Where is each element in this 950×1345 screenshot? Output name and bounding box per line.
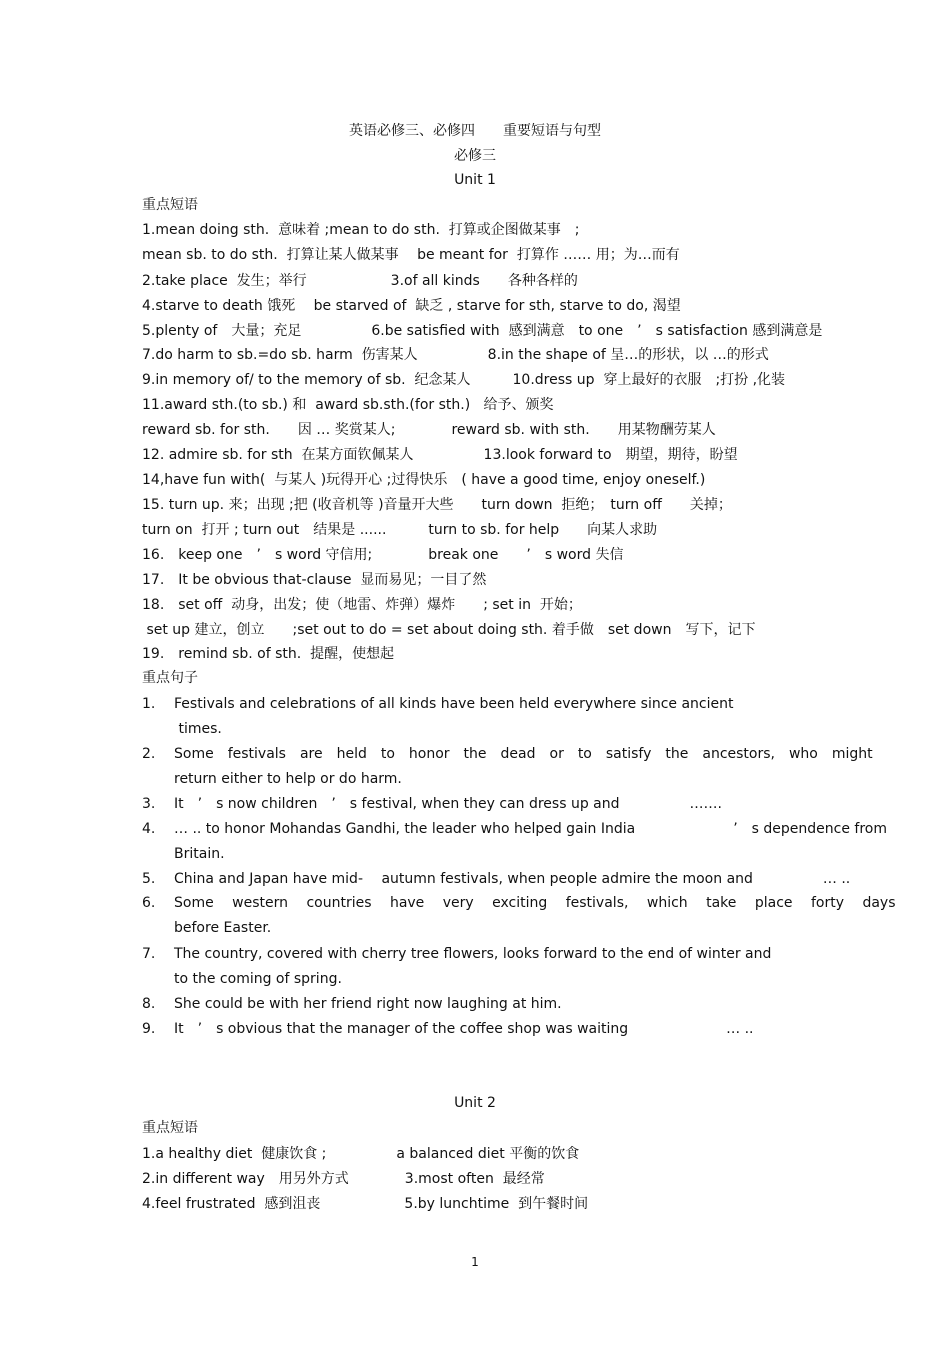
sentence-text: Some festivals are held to honor the dead or to satisfy the ancestors, who might bbox=[174, 746, 873, 762]
unit2-phrase-line: 1.a healthy diet 健康饮食 ; a balanced diet 平衡的饮食 bbox=[142, 1146, 580, 1162]
sentence-text: It ’ s obvious that the manager of the coffee shop was waiting … .. bbox=[174, 1021, 754, 1037]
sentence-number: 7. bbox=[142, 946, 156, 962]
unit1-phrase-line: reward sb. for sth. 因 … 奖赏某人; reward sb. with sth. 用某物酬劳某人 bbox=[142, 422, 716, 438]
unit1-phrases-heading: 重点短语 bbox=[142, 197, 198, 213]
unit1-phrase-line: 1.mean doing sth. 意味着 ;mean to do sth. 打算或企图做某事 ; bbox=[142, 222, 580, 238]
page-number: 1 bbox=[471, 1255, 479, 1269]
unit1-phrase-line: 18. set off 动身，出发；使（地雷、炸弹）爆炸 ; set in 开始； bbox=[142, 597, 582, 613]
sentence-continuation: to the coming of spring. bbox=[174, 971, 342, 987]
sentence-item bbox=[142, 870, 850, 888]
document-subtitle: 必修三 bbox=[454, 148, 496, 164]
unit1-phrase-line: 11.award sth.(to sb.) 和 award sb.sth.(for sth.) 给予、颁奖 bbox=[142, 397, 554, 413]
sentence-continuation: Britain. bbox=[174, 846, 225, 862]
sentence-number: 4. bbox=[142, 821, 156, 837]
unit2-title: Unit 2 bbox=[454, 1095, 496, 1111]
unit1-phrase-line: 12. admire sb. for sth 在某方面钦佩某人 13.look forward to 期望，期待，盼望 bbox=[142, 447, 738, 463]
sentence-continuation: times. bbox=[174, 721, 222, 737]
sentence-number: 3. bbox=[142, 796, 156, 812]
unit1-phrase-line: 17. It be obvious that-clause 显而易见；一目了然 bbox=[142, 572, 487, 588]
sentence-text: It ’ s now children ’ s festival, when they can dress up and ……. bbox=[174, 796, 722, 812]
sentence-text: The country, covered with cherry tree flowers, looks forward to the end of winter and bbox=[174, 946, 772, 962]
unit1-phrase-line: 4.starve to death 饿死 be starved of 缺乏 , starve for sth, starve to do, 渴望 bbox=[142, 298, 681, 314]
sentence-number: 5. bbox=[142, 871, 156, 887]
sentence-number: 1. bbox=[142, 696, 156, 712]
sentence-number: 6. bbox=[142, 895, 156, 911]
unit1-phrase-line: 7.do harm to sb.=do sb. harm 伤害某人 8.in the shape of 呈…的形状，以 …的形式 bbox=[142, 347, 769, 363]
sentence-item bbox=[142, 745, 873, 763]
unit1-phrase-line: 16. keep one ’ s word 守信用; break one ’ s word 失信 bbox=[142, 547, 624, 563]
sentence-text: China and Japan have mid- autumn festivals, when people admire the moon and … .. bbox=[174, 871, 851, 887]
sentence-number: 8. bbox=[142, 996, 156, 1012]
sentence-item bbox=[142, 894, 896, 912]
unit1-phrase-line: set up 建立，创立 ;set out to do = set about doing sth. 着手做 set down 写下，记下 bbox=[142, 622, 756, 638]
unit1-phrase-line: turn on 打开 ; turn out 结果是 ...... turn to sb. for help 向某人求助 bbox=[142, 522, 658, 538]
document-title: 英语必修三、必修四 重要短语与句型 bbox=[349, 123, 601, 139]
sentence-item bbox=[142, 1020, 754, 1038]
sentence-text: Festivals and celebrations of all kinds have been held everywhere since ancient bbox=[174, 696, 734, 712]
unit1-phrase-line: 2.take place 发生；举行 3.of all kinds 各种各样的 bbox=[142, 273, 578, 289]
sentence-item bbox=[142, 945, 771, 963]
unit1-phrase-line: 14,have fun with( 与某人 )玩得开心 ;过得快乐 ( have a good time, enjoy oneself.) bbox=[142, 472, 706, 488]
sentence-item bbox=[142, 795, 722, 813]
sentence-text: … .. to honor Mohandas Gandhi, the leader who helped gain India ’ s dependence from bbox=[174, 821, 888, 837]
sentence-number: 2. bbox=[142, 746, 156, 762]
sentence-item bbox=[142, 695, 734, 713]
sentence-text: Some western countries have very exciting festivals, which take place forty days bbox=[174, 895, 896, 911]
unit1-phrase-line: mean sb. to do sth. 打算让某人做某事 be meant for 打算作 …… 用；为…而有 bbox=[142, 247, 680, 263]
sentence-item bbox=[142, 820, 887, 838]
unit1-sentences-heading: 重点句子 bbox=[142, 670, 198, 686]
unit1-phrase-line: 15. turn up. 来；出现 ;把 (收音机等 )音量开大些 turn down 拒绝； turn off 关掉； bbox=[142, 497, 732, 513]
unit2-phrase-line: 2.in different way 用另外方式 3.most often 最经常 bbox=[142, 1171, 545, 1187]
unit1-phrase-line: 19. remind sb. of sth. 提醒，使想起 bbox=[142, 646, 395, 662]
sentence-text: She could be with her friend right now laughing at him. bbox=[174, 996, 562, 1012]
unit1-phrase-line: 5.plenty of 大量；充足 6.be satisfied with 感到满意 to one ’ s satisfaction 感到满意是 bbox=[142, 323, 823, 339]
sentence-continuation: before Easter. bbox=[174, 920, 272, 936]
unit2-phrases-heading: 重点短语 bbox=[142, 1120, 198, 1136]
sentence-item bbox=[142, 995, 562, 1013]
unit2-phrase-line: 4.feel frustrated 感到沮丧 5.by lunchtime 到午餐时间 bbox=[142, 1196, 589, 1212]
unit1-phrase-line: 9.in memory of/ to the memory of sb. 纪念某人 10.dress up 穿上最好的衣服 ;打扮 ,化装 bbox=[142, 372, 786, 388]
sentence-number: 9. bbox=[142, 1021, 156, 1037]
sentence-continuation: return either to help or do harm. bbox=[174, 771, 402, 787]
unit1-title: Unit 1 bbox=[454, 172, 496, 188]
